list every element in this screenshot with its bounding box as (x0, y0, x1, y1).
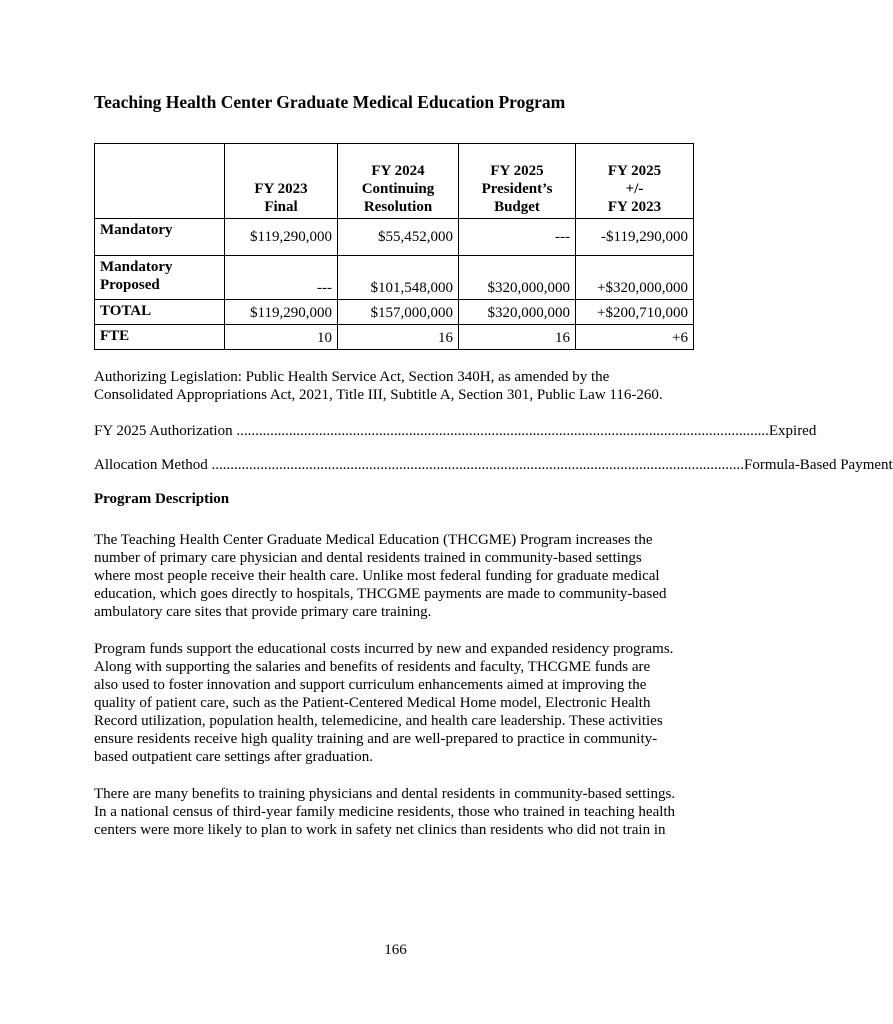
header-line: Resolution (363, 199, 433, 215)
table-cell: $101,548,000 (338, 256, 459, 300)
text-line: Authorizing Legislation: Public Health Service Act, Section 340H, as amended by the (94, 369, 610, 385)
authorization-line: FY 2025 Authorization .............................................................................................................................................. Expired (94, 423, 817, 439)
authorizing-legislation (94, 368, 663, 404)
text-line: based outpatient care settings after graduation. (94, 749, 374, 765)
text-line: Along with supporting the salaries and benefits of residents and faculty, THCGME funds are (94, 659, 651, 675)
row-label-line: FTE (100, 328, 130, 344)
table-cell: +$200,710,000 (576, 300, 694, 325)
table-cell: 16 (338, 325, 459, 350)
text-line: education, which goes directly to hospitals, THCGME payments are made to community-based (94, 586, 667, 602)
paragraph (94, 640, 673, 766)
text-line: ensure residents receive high quality training and are well-prepared to practice in community- (94, 731, 658, 747)
section-heading: Program Description (94, 491, 230, 507)
table-cell: 10 (225, 325, 338, 350)
table-header-row (95, 144, 694, 219)
text-line: ambulatory care sites that provide primary care training. (94, 604, 432, 620)
header-line: FY 2024 (371, 163, 425, 179)
table-cell: $320,000,000 (459, 300, 576, 325)
row-label-line: Mandatory (100, 259, 173, 275)
authorization-value: Expired (768, 423, 817, 439)
header-line: FY 2025 (607, 163, 662, 179)
table-row (95, 300, 694, 325)
header-line: FY 2025 (490, 163, 544, 179)
header-line: +/- (625, 181, 644, 197)
allocation-label: Allocation Method (94, 457, 208, 473)
row-label (95, 256, 225, 300)
text-line: centers were more likely to plan to work in safety net clinics than residents who did not train in (94, 822, 666, 838)
table-cell: -$119,290,000 (576, 219, 694, 256)
text-line: where most people receive their health care. Unlike most federal funding for graduate medical (94, 568, 660, 584)
header-line: Continuing (361, 181, 435, 197)
header-line: Final (264, 199, 298, 215)
header-line: FY 2023 (254, 181, 308, 197)
allocation-value: Formula-Based Payment (743, 457, 893, 473)
column-header (459, 144, 576, 219)
table-row (95, 219, 694, 256)
page-title: Teaching Health Center Graduate Medical Education Program (94, 92, 566, 112)
row-label (95, 219, 225, 256)
table-cell: +$320,000,000 (576, 256, 694, 300)
text-line: number of primary care physician and dental residents trained in community-based settings (94, 550, 642, 566)
table-row (95, 256, 694, 300)
row-label-line: Proposed (100, 277, 160, 293)
table-cell: 16 (459, 325, 576, 350)
text-line: quality of patient care, such as the Patient-Centered Medical Home model, Electronic Health (94, 695, 651, 711)
budget-table (94, 143, 694, 350)
page-number: 166 (384, 942, 407, 958)
column-header (338, 144, 459, 219)
column-header (576, 144, 694, 219)
table-cell: $157,000,000 (338, 300, 459, 325)
header-line: Budget (494, 199, 540, 215)
column-header (225, 144, 338, 219)
paragraph (94, 785, 675, 839)
table-row (95, 325, 694, 350)
authorization-label: FY 2025 Authorization (94, 423, 233, 439)
text-line: The Teaching Health Center Graduate Medical Education (THCGME) Program increases the (94, 532, 653, 548)
header-empty (95, 144, 225, 219)
text-line: There are many benefits to training physicians and dental residents in community-based settings. (94, 786, 676, 802)
text-line: Consolidated Appropriations Act, 2021, Title III, Subtitle A, Section 301, Public Law 116-260. (94, 387, 663, 403)
text-line: also used to foster innovation and support curriculum enhancements aimed at improving the (94, 677, 647, 693)
table-cell: $119,290,000 (225, 219, 338, 256)
row-label-line: Mandatory (100, 222, 173, 238)
table-cell: $119,290,000 (225, 300, 338, 325)
table-cell: $320,000,000 (459, 256, 576, 300)
table-cell: --- (459, 219, 576, 256)
header-line: FY 2023 (607, 199, 662, 215)
row-label (95, 325, 225, 350)
text-line: Program funds support the educational costs incurred by new and expanded residency programs. (94, 641, 674, 657)
row-label (95, 300, 225, 325)
header-line: President’s (481, 181, 553, 197)
paragraph (94, 531, 667, 621)
text-line: Record utilization, population health, telemedicine, and health care leadership. These activities (94, 713, 663, 729)
row-label-line: TOTAL (100, 303, 152, 319)
table-cell: +6 (576, 325, 694, 350)
text-line: In a national census of third-year family medicine residents, those who trained in teaching health (94, 804, 676, 820)
table-cell: $55,452,000 (338, 219, 459, 256)
allocation-line: Allocation Method .............................................................................................................................................. Formula-Based Payment (94, 457, 893, 473)
table-cell: --- (225, 256, 338, 300)
